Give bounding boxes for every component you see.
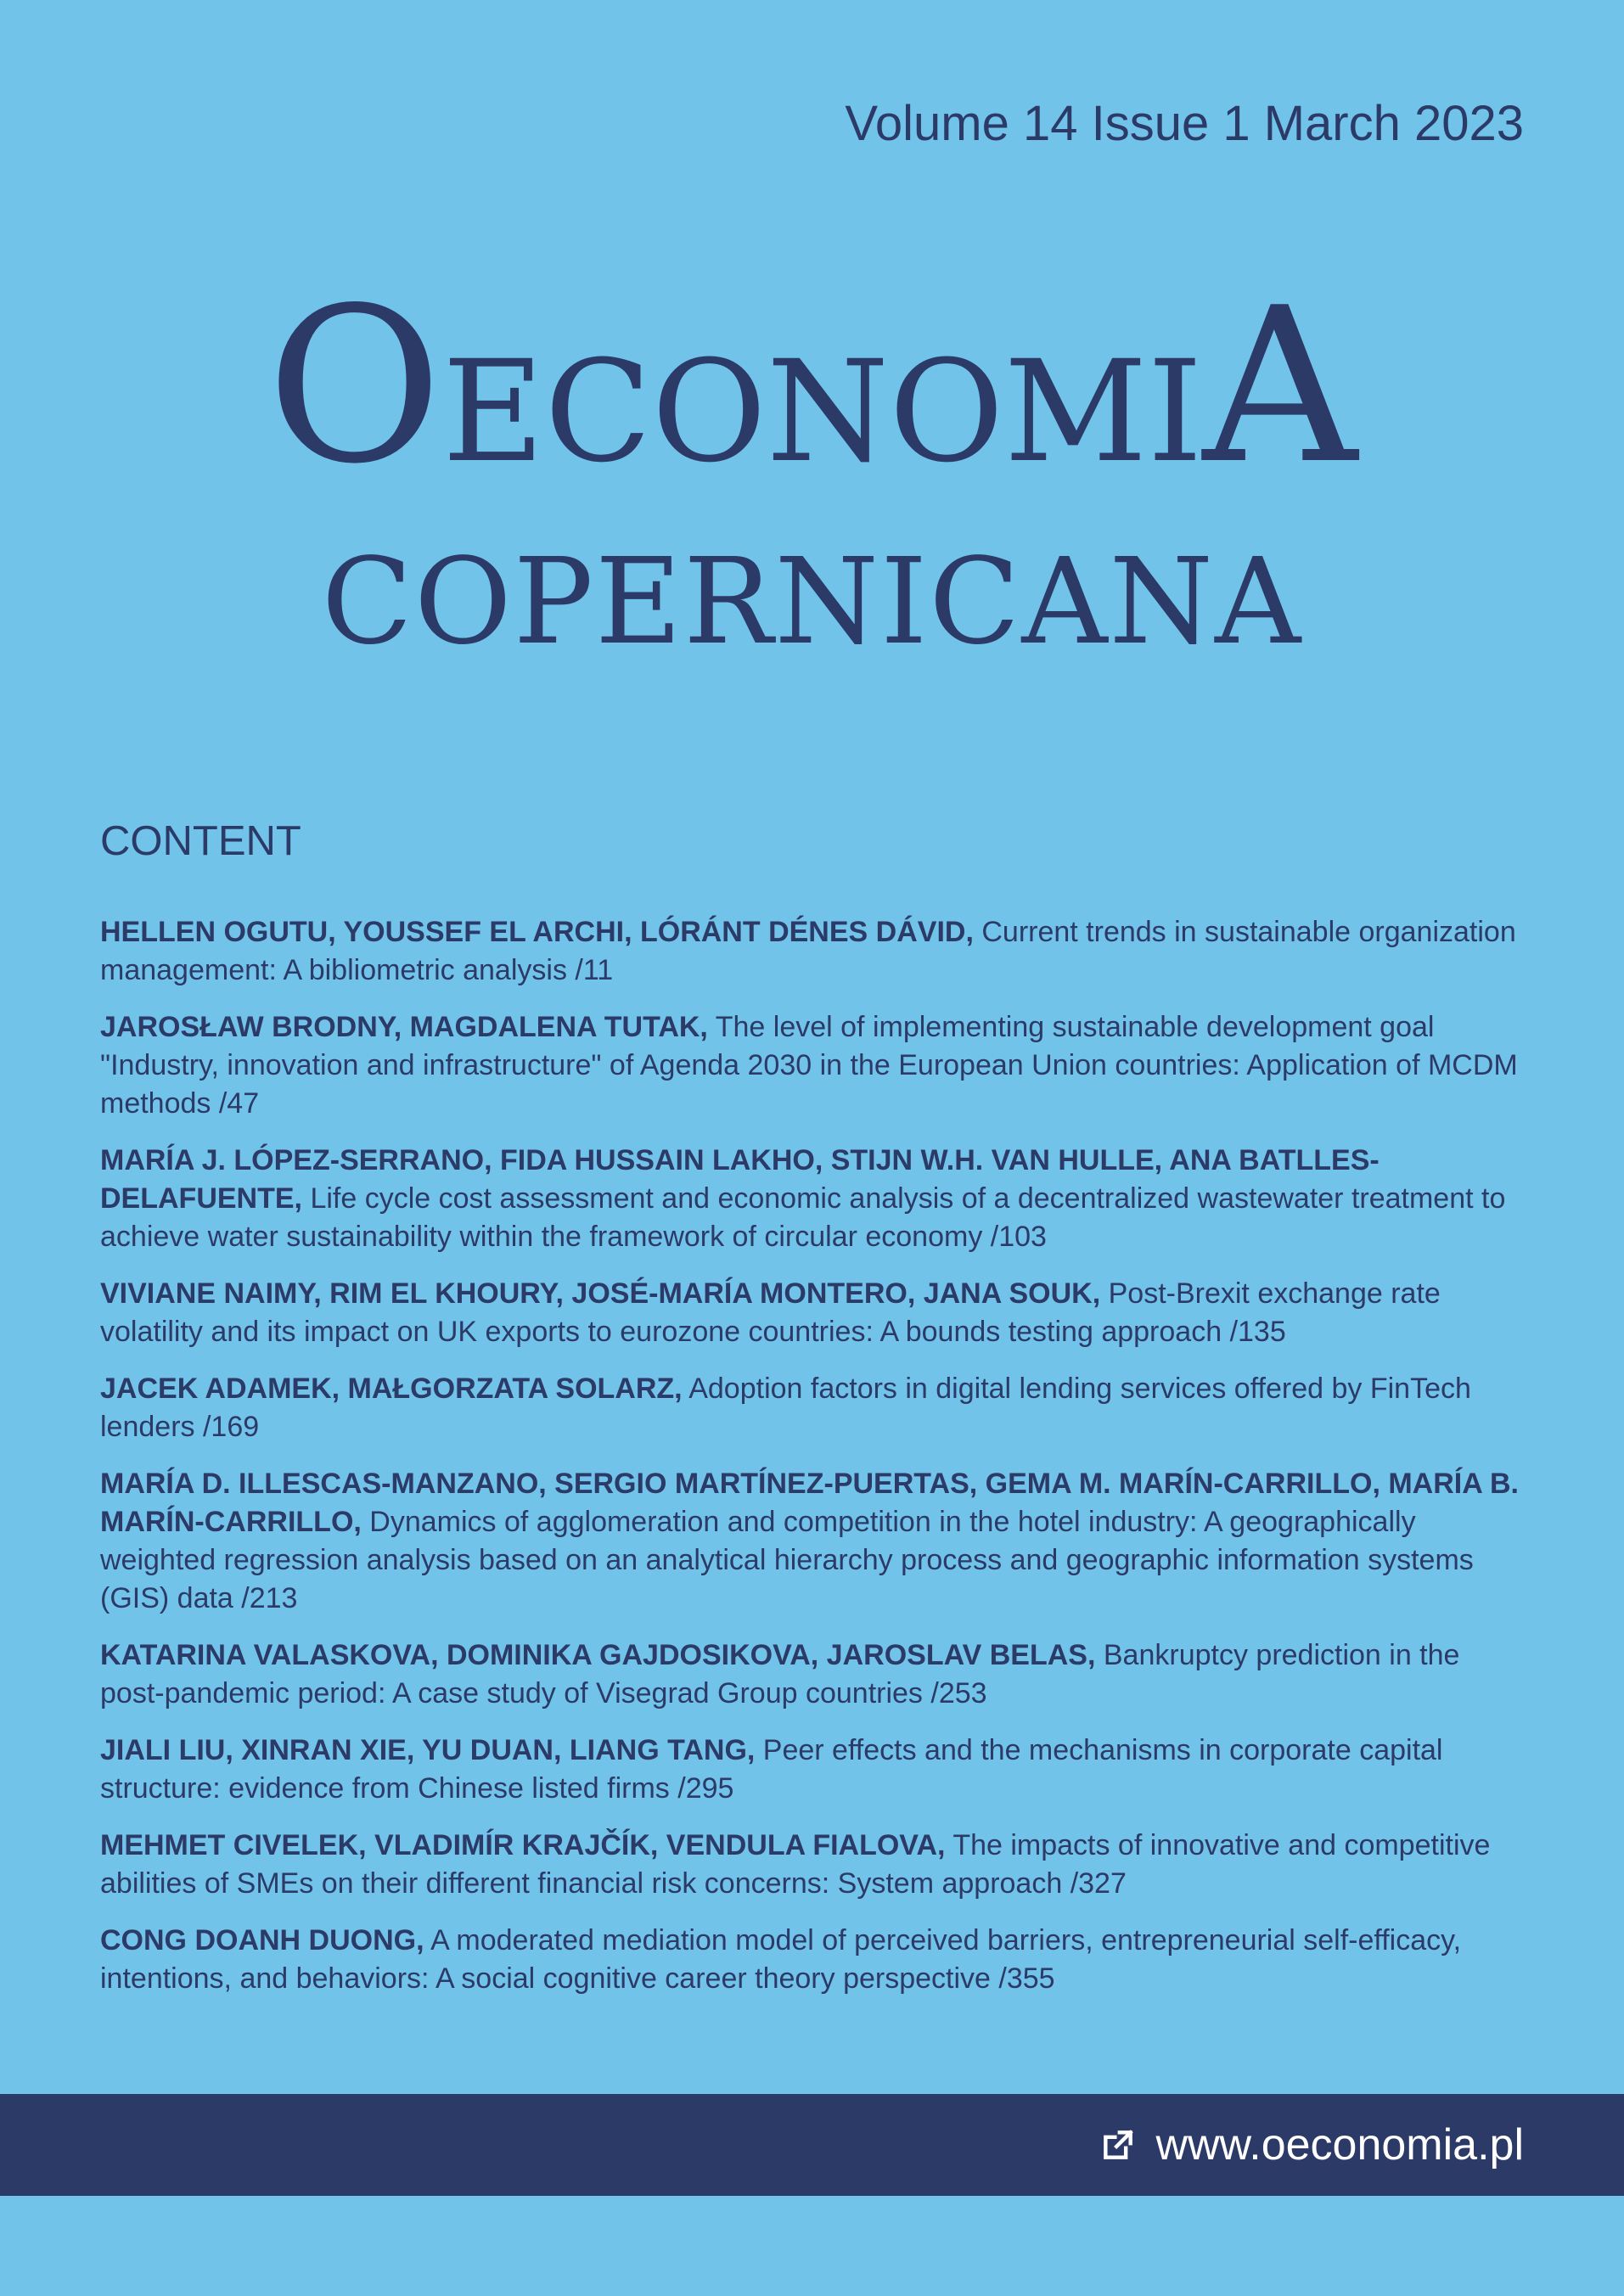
article-title: Post-Brexit exchange rate volatility and its impact on UK exports to eurozone countries: A bounds testing approach bbox=[100, 1277, 1441, 1348]
footer-bar bbox=[0, 2094, 1624, 2196]
toc-item[interactable] bbox=[100, 1922, 1526, 1998]
article-authors: MARÍA D. ILLESCAS-MANZANO, SERGIO MARTÍNEZ-PUERTAS, GEMA M. MARÍN-CARRILLO, MARÍA B. MARÍN-CARRILLO, bbox=[100, 1468, 1519, 1538]
article-authors: MARÍA J. LÓPEZ-SERRANO, FIDA HUSSAIN LAKHO, STIJN W.H. VAN HULLE, ANA BATLLES-DELAFUENTE, bbox=[100, 1144, 1380, 1215]
external-link-icon bbox=[1099, 2126, 1137, 2164]
issue-info: Volume 14 Issue 1 March 2023 bbox=[845, 96, 1524, 151]
table-of-contents bbox=[100, 913, 1526, 2017]
toc-item[interactable] bbox=[100, 913, 1526, 990]
article-authors: HELLEN OGUTU, YOUSSEF EL ARCHI, LÓRÁNT DÉNES DÁVID, bbox=[100, 916, 974, 948]
content-heading: CONTENT bbox=[100, 818, 301, 864]
article-title: A moderated mediation model of perceived barriers, entrepreneurial self-efficacy, intentions, and behaviors: A social cognitive career theory perspective bbox=[100, 1924, 1462, 1995]
article-page: /169 bbox=[202, 1411, 260, 1443]
journal-title-oeconomia bbox=[0, 262, 1624, 511]
title-middle: ECONOMI bbox=[441, 330, 1203, 493]
article-page: /253 bbox=[930, 1677, 987, 1709]
article-authors: VIVIANE NAIMY, RIM EL KHOURY, JOSÉ-MARÍA MONTERO, JANA SOUK, bbox=[100, 1277, 1101, 1310]
article-title: Life cycle cost assessment and economic analysis of a decentralized wastewater treatment to achieve water sustainability within the framework of circular economy bbox=[100, 1182, 1506, 1253]
toc-item[interactable] bbox=[100, 1275, 1526, 1351]
title-final: A bbox=[1202, 262, 1357, 511]
article-page: /295 bbox=[677, 1772, 734, 1805]
article-title: Dynamics of agglomeration and competition in the hotel industry: A geographically weighted regression analysis based on an analytical hierarchy process and geographic information systems (GIS) data bbox=[100, 1506, 1474, 1614]
article-page: /213 bbox=[241, 1582, 298, 1614]
toc-item[interactable] bbox=[100, 1465, 1526, 1618]
article-page: /47 bbox=[218, 1087, 260, 1120]
article-title: Current trends in sustainable organization management: A bibliometric analysis bbox=[100, 916, 1516, 986]
article-page: /327 bbox=[1070, 1867, 1127, 1900]
article-title: The impacts of innovative and competitive abilities of SMEs on their different financial risk concerns: System approach bbox=[100, 1829, 1491, 1900]
article-authors: JACEK ADAMEK, MAŁGORZATA SOLARZ, bbox=[100, 1373, 683, 1405]
toc-item[interactable] bbox=[100, 1142, 1526, 1256]
article-page: /135 bbox=[1229, 1316, 1286, 1348]
article-authors: MEHMET CIVELEK, VLADIMÍR KRAJČÍK, VENDULA FIALOVA, bbox=[100, 1829, 946, 1861]
article-authors: CONG DOANH DUONG, bbox=[100, 1924, 424, 1956]
article-page: /11 bbox=[575, 954, 614, 986]
toc-item[interactable] bbox=[100, 1636, 1526, 1713]
article-authors: JIALI LIU, XINRAN XIE, YU DUAN, LIANG TANG, bbox=[100, 1734, 756, 1766]
toc-item[interactable] bbox=[100, 1827, 1526, 1903]
article-page: /355 bbox=[998, 1962, 1055, 1995]
article-page: /103 bbox=[990, 1221, 1047, 1253]
title-initial: O bbox=[267, 262, 442, 511]
website-url[interactable]: www.oeconomia.pl bbox=[1155, 2120, 1524, 2170]
toc-item[interactable] bbox=[100, 1370, 1526, 1446]
article-title: Adoption factors in digital lending services offered by FinTech lenders bbox=[100, 1373, 1471, 1443]
website-link[interactable] bbox=[1099, 2094, 1524, 2196]
article-authors: KATARINA VALASKOVA, DOMINIKA GAJDOSIKOVA, JAROSLAV BELAS, bbox=[100, 1639, 1096, 1671]
article-title: Peer effects and the mechanisms in corporate capital structure: evidence from Chinese listed firms bbox=[100, 1734, 1443, 1805]
article-title: The level of implementing sustainable development goal "Industry, innovation and infrastructure" of Agenda 2030 in the European Union countries: Application of MCDM methods bbox=[100, 1011, 1518, 1120]
article-authors: JAROSŁAW BRODNY, MAGDALENA TUTAK, bbox=[100, 1011, 708, 1043]
article-title: Bankruptcy prediction in the post-pandemic period: A case study of Visegrad Group countries bbox=[100, 1639, 1460, 1709]
toc-item[interactable] bbox=[100, 1732, 1526, 1808]
journal-title-copernicana: COPERNICANA bbox=[321, 533, 1303, 671]
toc-item[interactable] bbox=[100, 1008, 1526, 1123]
